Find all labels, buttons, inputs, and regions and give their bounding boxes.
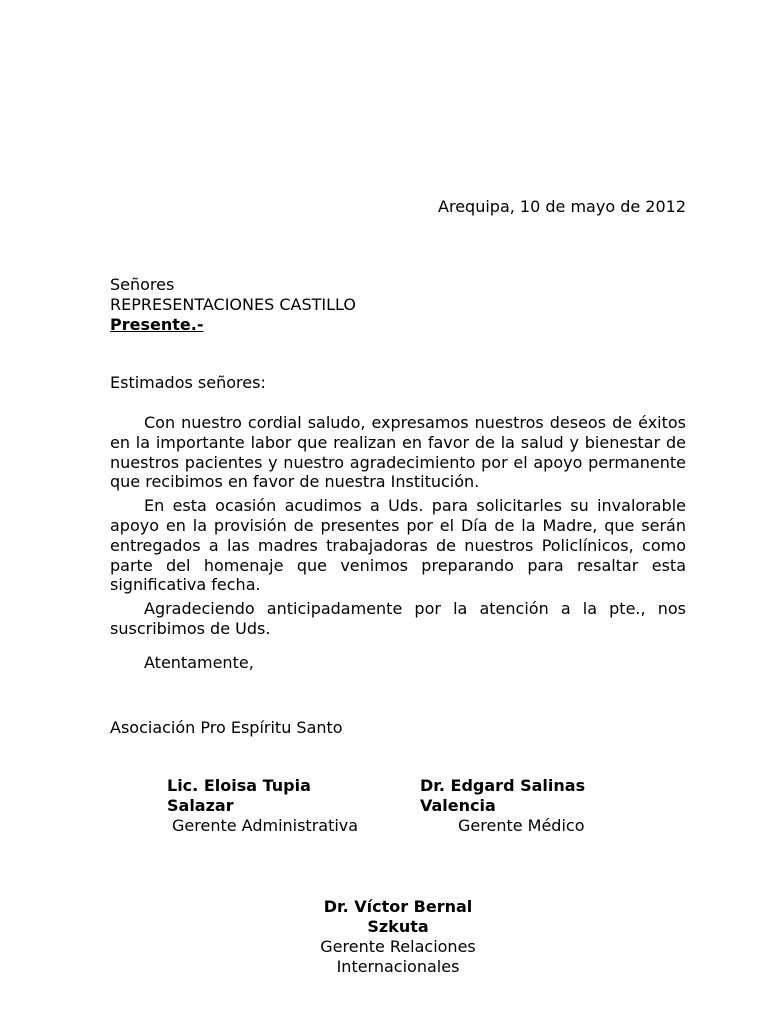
recipient-salutation: Señores <box>110 275 175 294</box>
body-paragraph: Agradeciendo anticipadamente por la atención a la pte., nos suscribimos de Uds. <box>110 599 686 638</box>
signatory-3 <box>298 897 498 977</box>
signatory-2-name: Dr. Edgard Salinas Valencia <box>420 776 586 815</box>
signatory-3-role: Gerente Relaciones Internacionales <box>320 937 476 976</box>
signatory-1-name: Lic. Eloisa Tupia Salazar <box>167 776 311 815</box>
signatory-2-role: Gerente Médico <box>458 816 585 835</box>
recipient-presente: Presente.- <box>110 315 204 334</box>
closing: Atentamente, <box>144 653 254 672</box>
signatory-1-role: Gerente Administrativa <box>172 816 359 835</box>
recipient-company: REPRESENTACIONES CASTILLO <box>110 295 356 314</box>
date-line: Arequipa, 10 de mayo de 2012 <box>438 197 686 216</box>
body-paragraph: Con nuestro cordial saludo, expresamos nuestros deseos de éxitos en la importante labor que realizan en favor de la salud y bienestar de nuestros pacientes y nuestro agradecimiento por el apoyo permanente que recibimos en favor de nuestra Institución. <box>110 413 686 492</box>
recipient-block <box>110 275 356 335</box>
greeting: Estimados señores: <box>110 373 266 392</box>
body-paragraph: En esta ocasión acudimos a Uds. para solicitarles su invalorable apoyo en la provisión de presentes por el Día de la Madre, que serán entregados a las madres trabajadoras de nuestros Policlínicos, como parte del homenaje que venimos preparando para resaltar esta significativa fecha. <box>110 496 686 595</box>
signatory-3-name: Dr. Víctor Bernal Szkuta <box>323 897 473 936</box>
letter-body <box>110 413 686 643</box>
organization-name: Asociación Pro Espíritu Santo <box>110 718 343 737</box>
